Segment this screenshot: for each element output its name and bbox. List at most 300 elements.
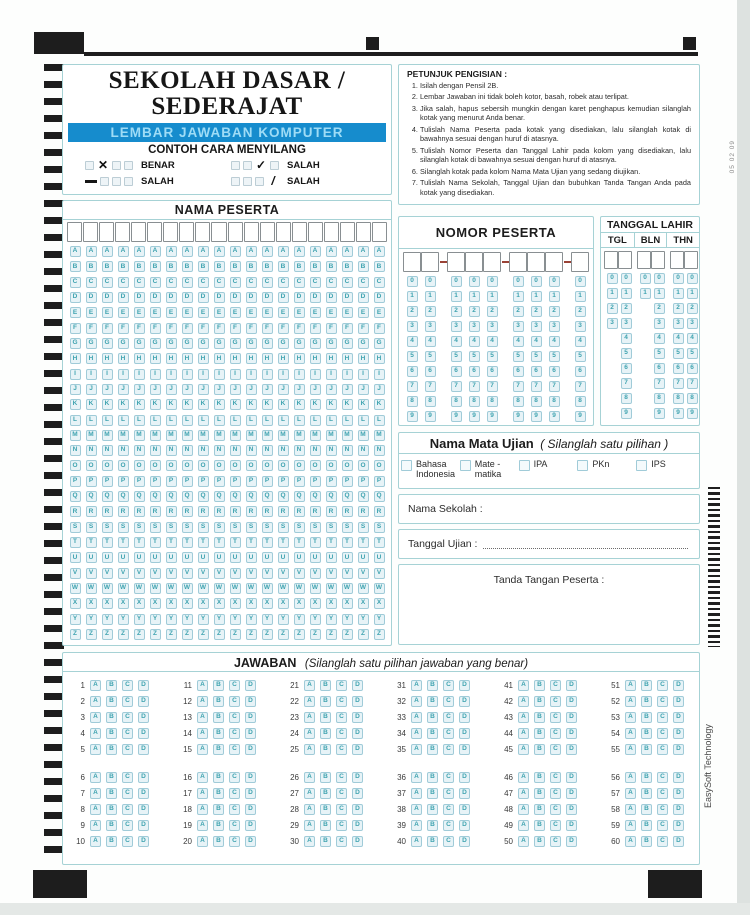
nomor-write-cell[interactable] bbox=[403, 252, 421, 272]
letter-bubble[interactable]: J bbox=[214, 384, 225, 395]
nama-peserta-write-cell[interactable] bbox=[324, 222, 339, 242]
letter-bubble[interactable]: L bbox=[262, 415, 273, 426]
nama-peserta-write-cell[interactable] bbox=[99, 222, 114, 242]
tanggal-lahir-write-cell[interactable] bbox=[684, 251, 698, 269]
answer-bubble[interactable]: C bbox=[657, 772, 668, 783]
answer-bubble[interactable]: A bbox=[411, 680, 422, 691]
answer-bubble[interactable]: C bbox=[550, 680, 561, 691]
digit-bubble[interactable]: 3 bbox=[549, 321, 560, 332]
answer-bubble[interactable]: A bbox=[411, 836, 422, 847]
digit-bubble[interactable]: 3 bbox=[469, 321, 480, 332]
answer-bubble[interactable]: C bbox=[657, 680, 668, 691]
letter-bubble[interactable]: G bbox=[230, 338, 241, 349]
letter-bubble[interactable]: H bbox=[262, 353, 273, 364]
letter-bubble[interactable]: J bbox=[198, 384, 209, 395]
letter-bubble[interactable]: N bbox=[342, 445, 353, 456]
letter-bubble[interactable]: L bbox=[70, 415, 81, 426]
answer-bubble[interactable]: C bbox=[229, 696, 240, 707]
answer-bubble[interactable]: A bbox=[411, 820, 422, 831]
answer-bubble[interactable]: B bbox=[534, 680, 545, 691]
digit-bubble[interactable]: 1 bbox=[621, 288, 632, 299]
letter-bubble[interactable]: A bbox=[214, 246, 225, 257]
letter-bubble[interactable]: J bbox=[150, 384, 161, 395]
digit-bubble[interactable]: 5 bbox=[451, 351, 462, 362]
letter-bubble[interactable]: E bbox=[134, 307, 145, 318]
letter-bubble[interactable]: V bbox=[70, 568, 81, 579]
letter-bubble[interactable]: I bbox=[118, 369, 129, 380]
nama-peserta-write-cell[interactable] bbox=[228, 222, 243, 242]
letter-bubble[interactable]: R bbox=[214, 506, 225, 517]
digit-bubble[interactable]: 3 bbox=[607, 318, 618, 329]
answer-bubble[interactable]: A bbox=[304, 804, 315, 815]
answer-bubble[interactable]: C bbox=[336, 728, 347, 739]
letter-bubble[interactable]: Y bbox=[150, 614, 161, 625]
letter-bubble[interactable]: C bbox=[150, 277, 161, 288]
letter-bubble[interactable]: D bbox=[182, 292, 193, 303]
answer-bubble[interactable]: A bbox=[518, 788, 529, 799]
answer-bubble[interactable]: D bbox=[138, 820, 149, 831]
letter-bubble[interactable]: X bbox=[310, 598, 321, 609]
letter-bubble[interactable]: U bbox=[70, 552, 81, 563]
letter-bubble[interactable]: G bbox=[102, 338, 113, 349]
letter-bubble[interactable]: O bbox=[118, 460, 129, 471]
answer-bubble[interactable]: A bbox=[518, 836, 529, 847]
digit-bubble[interactable]: 1 bbox=[575, 291, 586, 302]
letter-bubble[interactable]: Y bbox=[198, 614, 209, 625]
letter-bubble[interactable]: K bbox=[118, 399, 129, 410]
answer-bubble[interactable]: C bbox=[229, 804, 240, 815]
letter-bubble[interactable]: O bbox=[278, 460, 289, 471]
letter-bubble[interactable]: H bbox=[246, 353, 257, 364]
answer-bubble[interactable]: B bbox=[427, 820, 438, 831]
letter-bubble[interactable]: B bbox=[246, 261, 257, 272]
letter-bubble[interactable]: R bbox=[70, 506, 81, 517]
digit-bubble[interactable]: 9 bbox=[654, 408, 665, 419]
letter-bubble[interactable]: Y bbox=[374, 614, 385, 625]
digit-bubble[interactable]: 6 bbox=[425, 366, 436, 377]
letter-bubble[interactable]: Q bbox=[358, 491, 369, 502]
answer-bubble[interactable]: C bbox=[443, 744, 454, 755]
answer-bubble[interactable]: A bbox=[90, 680, 101, 691]
letter-bubble[interactable]: U bbox=[294, 552, 305, 563]
letter-bubble[interactable]: L bbox=[230, 415, 241, 426]
letter-bubble[interactable]: S bbox=[118, 522, 129, 533]
letter-bubble[interactable]: R bbox=[246, 506, 257, 517]
letter-bubble[interactable]: B bbox=[102, 261, 113, 272]
nomor-write-cell[interactable] bbox=[527, 252, 545, 272]
letter-bubble[interactable]: D bbox=[358, 292, 369, 303]
letter-bubble[interactable]: K bbox=[246, 399, 257, 410]
digit-bubble[interactable]: 2 bbox=[531, 306, 542, 317]
answer-bubble[interactable]: C bbox=[336, 680, 347, 691]
letter-bubble[interactable]: K bbox=[150, 399, 161, 410]
answer-bubble[interactable]: B bbox=[641, 772, 652, 783]
letter-bubble[interactable]: P bbox=[246, 476, 257, 487]
letter-bubble[interactable]: A bbox=[358, 246, 369, 257]
letter-bubble[interactable]: G bbox=[262, 338, 273, 349]
digit-bubble[interactable]: 9 bbox=[451, 411, 462, 422]
letter-bubble[interactable]: M bbox=[342, 430, 353, 441]
letter-bubble[interactable]: U bbox=[278, 552, 289, 563]
digit-bubble[interactable]: 1 bbox=[407, 291, 418, 302]
digit-bubble[interactable]: 8 bbox=[451, 396, 462, 407]
letter-bubble[interactable]: V bbox=[342, 568, 353, 579]
letter-bubble[interactable]: Y bbox=[70, 614, 81, 625]
letter-bubble[interactable]: T bbox=[214, 537, 225, 548]
answer-bubble[interactable]: C bbox=[336, 788, 347, 799]
letter-bubble[interactable]: E bbox=[198, 307, 209, 318]
letter-bubble[interactable]: J bbox=[166, 384, 177, 395]
answer-bubble[interactable]: A bbox=[90, 820, 101, 831]
letter-bubble[interactable]: A bbox=[70, 246, 81, 257]
digit-bubble[interactable]: 8 bbox=[487, 396, 498, 407]
answer-bubble[interactable]: D bbox=[352, 772, 363, 783]
answer-bubble[interactable]: D bbox=[352, 728, 363, 739]
letter-bubble[interactable]: K bbox=[342, 399, 353, 410]
letter-bubble[interactable]: V bbox=[198, 568, 209, 579]
letter-bubble[interactable]: J bbox=[246, 384, 257, 395]
letter-bubble[interactable]: K bbox=[166, 399, 177, 410]
digit-bubble[interactable]: 2 bbox=[469, 306, 480, 317]
letter-bubble[interactable]: R bbox=[294, 506, 305, 517]
letter-bubble[interactable]: W bbox=[134, 583, 145, 594]
letter-bubble[interactable]: K bbox=[230, 399, 241, 410]
answer-bubble[interactable]: A bbox=[197, 772, 208, 783]
letter-bubble[interactable]: V bbox=[310, 568, 321, 579]
digit-bubble[interactable]: 2 bbox=[687, 303, 698, 314]
answer-bubble[interactable]: D bbox=[352, 744, 363, 755]
letter-bubble[interactable]: Q bbox=[198, 491, 209, 502]
letter-bubble[interactable]: Q bbox=[102, 491, 113, 502]
letter-bubble[interactable]: D bbox=[246, 292, 257, 303]
letter-bubble[interactable]: F bbox=[278, 323, 289, 334]
letter-bubble[interactable]: J bbox=[310, 384, 321, 395]
letter-bubble[interactable]: B bbox=[310, 261, 321, 272]
letter-bubble[interactable]: E bbox=[182, 307, 193, 318]
digit-bubble[interactable]: 1 bbox=[513, 291, 524, 302]
answer-bubble[interactable]: D bbox=[352, 804, 363, 815]
answer-bubble[interactable]: A bbox=[625, 696, 636, 707]
nomor-write-cell[interactable] bbox=[483, 252, 501, 272]
letter-bubble[interactable]: D bbox=[134, 292, 145, 303]
letter-bubble[interactable]: Y bbox=[358, 614, 369, 625]
letter-bubble[interactable]: J bbox=[342, 384, 353, 395]
letter-bubble[interactable]: B bbox=[150, 261, 161, 272]
letter-bubble[interactable]: B bbox=[230, 261, 241, 272]
letter-bubble[interactable]: M bbox=[230, 430, 241, 441]
answer-bubble[interactable]: B bbox=[534, 804, 545, 815]
answer-bubble[interactable]: B bbox=[320, 820, 331, 831]
nomor-write-cell[interactable] bbox=[465, 252, 483, 272]
letter-bubble[interactable]: L bbox=[278, 415, 289, 426]
letter-bubble[interactable]: F bbox=[374, 323, 385, 334]
letter-bubble[interactable]: M bbox=[102, 430, 113, 441]
subject-checkbox[interactable] bbox=[460, 460, 471, 471]
answer-bubble[interactable]: D bbox=[459, 804, 470, 815]
letter-bubble[interactable]: V bbox=[150, 568, 161, 579]
letter-bubble[interactable]: H bbox=[326, 353, 337, 364]
answer-bubble[interactable]: C bbox=[550, 728, 561, 739]
letter-bubble[interactable]: Q bbox=[294, 491, 305, 502]
answer-bubble[interactable]: C bbox=[657, 744, 668, 755]
digit-bubble[interactable]: 4 bbox=[469, 336, 480, 347]
answer-bubble[interactable]: B bbox=[320, 680, 331, 691]
letter-bubble[interactable]: R bbox=[342, 506, 353, 517]
answer-bubble[interactable]: D bbox=[459, 696, 470, 707]
answer-bubble[interactable]: A bbox=[304, 788, 315, 799]
answer-bubble[interactable]: B bbox=[106, 696, 117, 707]
digit-bubble[interactable]: 4 bbox=[487, 336, 498, 347]
letter-bubble[interactable]: L bbox=[374, 415, 385, 426]
letter-bubble[interactable]: L bbox=[150, 415, 161, 426]
letter-bubble[interactable]: L bbox=[102, 415, 113, 426]
letter-bubble[interactable]: F bbox=[342, 323, 353, 334]
letter-bubble[interactable]: T bbox=[102, 537, 113, 548]
letter-bubble[interactable]: F bbox=[102, 323, 113, 334]
letter-bubble[interactable]: M bbox=[182, 430, 193, 441]
subject-checkbox[interactable] bbox=[636, 460, 647, 471]
answer-bubble[interactable]: D bbox=[245, 788, 256, 799]
answer-bubble[interactable]: A bbox=[90, 804, 101, 815]
letter-bubble[interactable]: L bbox=[326, 415, 337, 426]
letter-bubble[interactable]: N bbox=[166, 445, 177, 456]
answer-bubble[interactable]: A bbox=[197, 712, 208, 723]
digit-bubble[interactable]: 4 bbox=[621, 333, 632, 344]
letter-bubble[interactable]: I bbox=[310, 369, 321, 380]
answer-bubble[interactable]: C bbox=[657, 804, 668, 815]
letter-bubble[interactable]: V bbox=[86, 568, 97, 579]
digit-bubble[interactable]: 3 bbox=[621, 318, 632, 329]
letter-bubble[interactable]: R bbox=[198, 506, 209, 517]
answer-bubble[interactable]: D bbox=[138, 772, 149, 783]
digit-bubble[interactable]: 5 bbox=[531, 351, 542, 362]
answer-bubble[interactable]: D bbox=[566, 728, 577, 739]
digit-bubble[interactable]: 9 bbox=[621, 408, 632, 419]
letter-bubble[interactable]: I bbox=[214, 369, 225, 380]
answer-bubble[interactable]: A bbox=[518, 772, 529, 783]
letter-bubble[interactable]: F bbox=[166, 323, 177, 334]
letter-bubble[interactable]: G bbox=[86, 338, 97, 349]
letter-bubble[interactable]: J bbox=[278, 384, 289, 395]
answer-bubble[interactable]: D bbox=[138, 712, 149, 723]
answer-bubble[interactable]: A bbox=[197, 820, 208, 831]
letter-bubble[interactable]: E bbox=[278, 307, 289, 318]
letter-bubble[interactable]: J bbox=[294, 384, 305, 395]
answer-bubble[interactable]: B bbox=[641, 836, 652, 847]
letter-bubble[interactable]: Q bbox=[230, 491, 241, 502]
tanggal-ujian-field[interactable] bbox=[398, 529, 700, 559]
letter-bubble[interactable]: P bbox=[134, 476, 145, 487]
subject-option[interactable] bbox=[519, 459, 578, 480]
letter-bubble[interactable]: B bbox=[262, 261, 273, 272]
letter-bubble[interactable]: T bbox=[294, 537, 305, 548]
letter-bubble[interactable]: U bbox=[262, 552, 273, 563]
letter-bubble[interactable]: S bbox=[358, 522, 369, 533]
letter-bubble[interactable]: K bbox=[374, 399, 385, 410]
letter-bubble[interactable]: C bbox=[214, 277, 225, 288]
letter-bubble[interactable]: F bbox=[182, 323, 193, 334]
letter-bubble[interactable]: X bbox=[198, 598, 209, 609]
letter-bubble[interactable]: N bbox=[262, 445, 273, 456]
digit-bubble[interactable]: 0 bbox=[673, 273, 684, 284]
answer-bubble[interactable]: D bbox=[245, 744, 256, 755]
answer-bubble[interactable]: D bbox=[673, 788, 684, 799]
letter-bubble[interactable]: B bbox=[294, 261, 305, 272]
letter-bubble[interactable]: L bbox=[294, 415, 305, 426]
letter-bubble[interactable]: H bbox=[102, 353, 113, 364]
subject-option[interactable] bbox=[460, 459, 519, 480]
answer-bubble[interactable]: C bbox=[336, 820, 347, 831]
digit-bubble[interactable]: 1 bbox=[607, 288, 618, 299]
letter-bubble[interactable]: F bbox=[294, 323, 305, 334]
answer-bubble[interactable]: B bbox=[106, 728, 117, 739]
letter-bubble[interactable]: F bbox=[230, 323, 241, 334]
letter-bubble[interactable]: Z bbox=[150, 629, 161, 640]
digit-bubble[interactable]: 1 bbox=[451, 291, 462, 302]
letter-bubble[interactable]: W bbox=[326, 583, 337, 594]
letter-bubble[interactable]: N bbox=[150, 445, 161, 456]
digit-bubble[interactable]: 8 bbox=[673, 393, 684, 404]
answer-bubble[interactable]: A bbox=[197, 836, 208, 847]
answer-bubble[interactable]: D bbox=[138, 788, 149, 799]
answer-bubble[interactable]: C bbox=[443, 804, 454, 815]
letter-bubble[interactable]: C bbox=[374, 277, 385, 288]
letter-bubble[interactable]: D bbox=[374, 292, 385, 303]
letter-bubble[interactable]: I bbox=[134, 369, 145, 380]
answer-bubble[interactable]: D bbox=[352, 836, 363, 847]
answer-bubble[interactable]: C bbox=[443, 772, 454, 783]
answer-bubble[interactable]: C bbox=[443, 680, 454, 691]
letter-bubble[interactable]: N bbox=[246, 445, 257, 456]
answer-bubble[interactable]: B bbox=[106, 680, 117, 691]
letter-bubble[interactable]: T bbox=[278, 537, 289, 548]
letter-bubble[interactable]: X bbox=[150, 598, 161, 609]
letter-bubble[interactable]: P bbox=[70, 476, 81, 487]
letter-bubble[interactable]: W bbox=[182, 583, 193, 594]
letter-bubble[interactable]: R bbox=[358, 506, 369, 517]
letter-bubble[interactable]: F bbox=[358, 323, 369, 334]
answer-bubble[interactable]: B bbox=[320, 836, 331, 847]
answer-bubble[interactable]: C bbox=[550, 744, 561, 755]
letter-bubble[interactable]: O bbox=[262, 460, 273, 471]
letter-bubble[interactable]: A bbox=[374, 246, 385, 257]
letter-bubble[interactable]: I bbox=[86, 369, 97, 380]
answer-bubble[interactable]: B bbox=[641, 728, 652, 739]
letter-bubble[interactable]: H bbox=[182, 353, 193, 364]
letter-bubble[interactable]: T bbox=[374, 537, 385, 548]
letter-bubble[interactable]: Y bbox=[214, 614, 225, 625]
letter-bubble[interactable]: T bbox=[326, 537, 337, 548]
answer-bubble[interactable]: B bbox=[427, 772, 438, 783]
letter-bubble[interactable]: M bbox=[70, 430, 81, 441]
digit-bubble[interactable]: 0 bbox=[451, 276, 462, 287]
digit-bubble[interactable]: 0 bbox=[407, 276, 418, 287]
letter-bubble[interactable]: V bbox=[358, 568, 369, 579]
letter-bubble[interactable]: M bbox=[198, 430, 209, 441]
letter-bubble[interactable]: H bbox=[134, 353, 145, 364]
letter-bubble[interactable]: Z bbox=[326, 629, 337, 640]
letter-bubble[interactable]: S bbox=[246, 522, 257, 533]
answer-bubble[interactable]: C bbox=[657, 728, 668, 739]
digit-bubble[interactable]: 7 bbox=[425, 381, 436, 392]
answer-bubble[interactable]: C bbox=[336, 712, 347, 723]
letter-bubble[interactable]: B bbox=[342, 261, 353, 272]
answer-bubble[interactable]: D bbox=[673, 728, 684, 739]
digit-bubble[interactable]: 6 bbox=[687, 363, 698, 374]
answer-bubble[interactable]: D bbox=[566, 836, 577, 847]
letter-bubble[interactable]: D bbox=[150, 292, 161, 303]
answer-bubble[interactable]: D bbox=[245, 804, 256, 815]
letter-bubble[interactable]: H bbox=[86, 353, 97, 364]
letter-bubble[interactable]: Y bbox=[278, 614, 289, 625]
letter-bubble[interactable]: L bbox=[310, 415, 321, 426]
answer-bubble[interactable]: C bbox=[657, 820, 668, 831]
letter-bubble[interactable]: N bbox=[198, 445, 209, 456]
digit-bubble[interactable]: 7 bbox=[451, 381, 462, 392]
digit-bubble[interactable]: 2 bbox=[487, 306, 498, 317]
letter-bubble[interactable]: T bbox=[262, 537, 273, 548]
letter-bubble[interactable]: O bbox=[246, 460, 257, 471]
letter-bubble[interactable]: L bbox=[166, 415, 177, 426]
letter-bubble[interactable]: H bbox=[214, 353, 225, 364]
answer-bubble[interactable]: A bbox=[411, 696, 422, 707]
answer-bubble[interactable]: C bbox=[122, 836, 133, 847]
letter-bubble[interactable]: N bbox=[310, 445, 321, 456]
letter-bubble[interactable]: U bbox=[150, 552, 161, 563]
tanggal-lahir-write-cell[interactable] bbox=[637, 251, 651, 269]
digit-bubble[interactable]: 0 bbox=[621, 273, 632, 284]
letter-bubble[interactable]: X bbox=[278, 598, 289, 609]
letter-bubble[interactable]: K bbox=[358, 399, 369, 410]
letter-bubble[interactable]: R bbox=[166, 506, 177, 517]
letter-bubble[interactable]: D bbox=[118, 292, 129, 303]
letter-bubble[interactable]: R bbox=[310, 506, 321, 517]
answer-bubble[interactable]: C bbox=[122, 728, 133, 739]
letter-bubble[interactable]: T bbox=[310, 537, 321, 548]
nama-peserta-write-cell[interactable] bbox=[308, 222, 323, 242]
answer-bubble[interactable]: D bbox=[459, 836, 470, 847]
letter-bubble[interactable]: H bbox=[294, 353, 305, 364]
digit-bubble[interactable]: 4 bbox=[425, 336, 436, 347]
letter-bubble[interactable]: C bbox=[102, 277, 113, 288]
digit-bubble[interactable]: 6 bbox=[654, 363, 665, 374]
letter-bubble[interactable]: D bbox=[342, 292, 353, 303]
answer-bubble[interactable]: C bbox=[122, 680, 133, 691]
answer-bubble[interactable]: A bbox=[197, 696, 208, 707]
answer-bubble[interactable]: B bbox=[213, 712, 224, 723]
digit-bubble[interactable]: 9 bbox=[425, 411, 436, 422]
letter-bubble[interactable]: B bbox=[374, 261, 385, 272]
letter-bubble[interactable]: X bbox=[294, 598, 305, 609]
answer-bubble[interactable]: A bbox=[518, 712, 529, 723]
answer-bubble[interactable]: D bbox=[352, 820, 363, 831]
digit-bubble[interactable]: 3 bbox=[407, 321, 418, 332]
letter-bubble[interactable]: N bbox=[214, 445, 225, 456]
digit-bubble[interactable]: 3 bbox=[487, 321, 498, 332]
digit-bubble[interactable]: 9 bbox=[487, 411, 498, 422]
letter-bubble[interactable]: W bbox=[278, 583, 289, 594]
letter-bubble[interactable]: U bbox=[326, 552, 337, 563]
answer-bubble[interactable]: A bbox=[197, 744, 208, 755]
letter-bubble[interactable]: P bbox=[294, 476, 305, 487]
letter-bubble[interactable]: E bbox=[310, 307, 321, 318]
letter-bubble[interactable]: Z bbox=[118, 629, 129, 640]
letter-bubble[interactable]: T bbox=[166, 537, 177, 548]
digit-bubble[interactable]: 4 bbox=[654, 333, 665, 344]
letter-bubble[interactable]: C bbox=[86, 277, 97, 288]
answer-bubble[interactable]: D bbox=[566, 696, 577, 707]
answer-bubble[interactable]: D bbox=[138, 744, 149, 755]
